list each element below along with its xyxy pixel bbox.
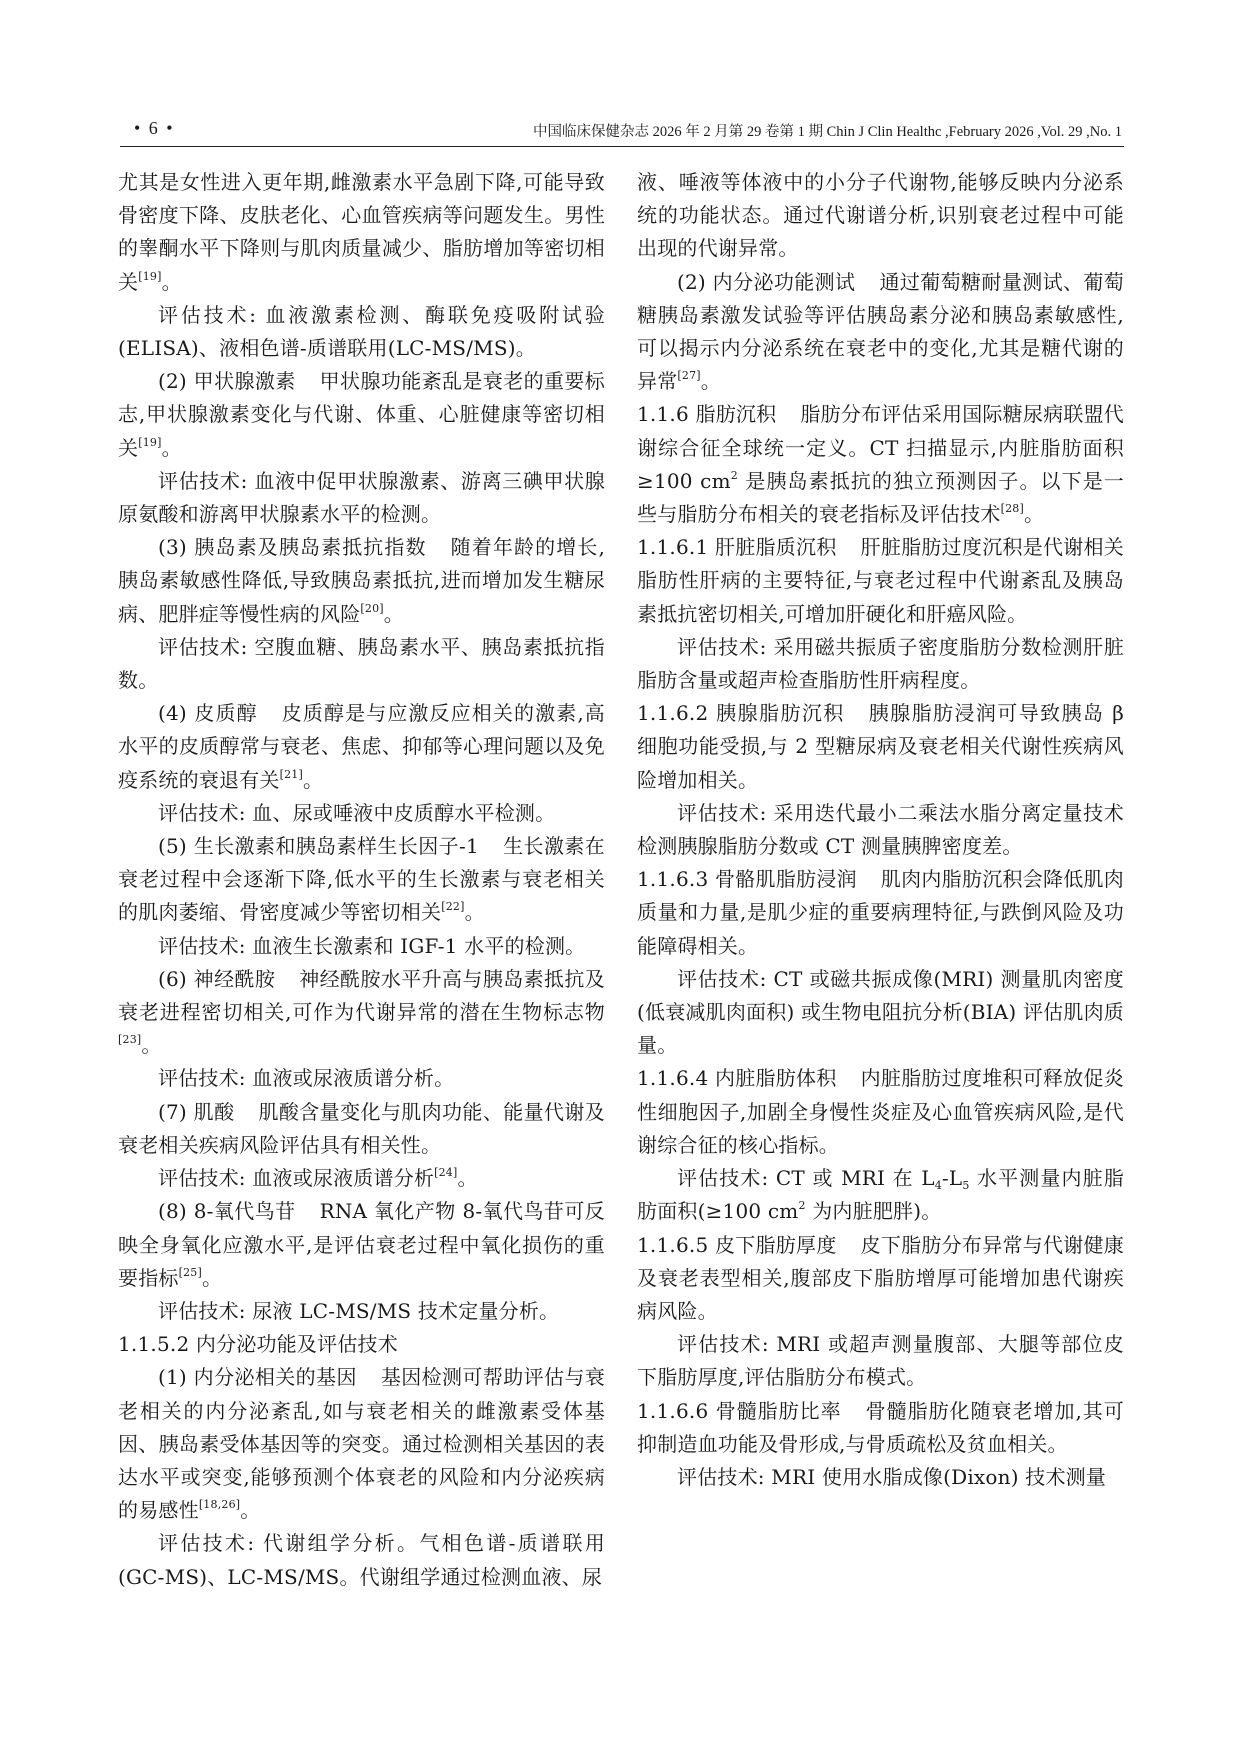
item-title: (5) 生长激素和胰岛素样生长因子-1	[158, 834, 479, 859]
item-title: (3) 胰岛素及胰岛素抵抗指数	[158, 535, 427, 560]
assessment-paragraph: 评估技术: 血液中促甲状腺激素、游离三碘甲状腺原氨酸和游离甲状腺素水平的检测。	[118, 468, 605, 527]
assessment-paragraph: 评估技术: 代谢组学分析。气相色谱-质谱联用(GC-MS)、LC-MS/MS。代谢组学通过检测血液、尿	[118, 1531, 605, 1589]
section-paragraph: 1.1.6.1 肝脏脂质沉积 肝脏脂肪过度沉积是代谢相关脂肪性肝病的主要特征,与衰老过程中代谢紊乱及胰岛素抵抗密切相关,可增加肝硬化和肝癌风险。	[637, 535, 1124, 626]
section-heading: 1.1.6.3 骨骼肌脂肪浸润	[637, 867, 857, 892]
paragraph: (6) 神经酰胺 神经酰胺水平升高与胰岛素抵抗及衰老进程密切相关,可作为代谢异常的潜在生物标志物[23]。	[118, 966, 605, 1058]
assessment-paragraph: 评估技术: 尿液 LC-MS/MS 技术定量分析。	[158, 1298, 560, 1323]
section-heading: 1.1.6.1 肝脏脂质沉积	[637, 535, 837, 560]
item-title: (4) 皮质醇	[158, 701, 258, 726]
item-title: (7) 肌酸	[158, 1099, 235, 1124]
paragraph: 液、唾液等体液中的小分子代谢物,能够反映内分泌系统的功能状态。通过代谢谱分析,识别衰老过程中可能出现的代谢异常。	[637, 170, 1124, 261]
section-heading: 1.1.6.4 内脏脂肪体积	[637, 1066, 837, 1091]
assessment-paragraph: 评估技术: MRI 使用水脂成像(Dixon) 技术测量	[677, 1464, 1107, 1489]
section-paragraph: 1.1.6 脂肪沉积 脂肪分布评估采用国际糖尿病联盟代谢综合征全球统一定义。CT 扫描显示,内脏脂肪面积 ≥100 $cm^2$ 是胰岛素抵抗的独立预测因子。以下是一些与脂肪分布相关的衰老指标及评估技术[28]。	[637, 402, 1125, 527]
paragraph: (2) 内分泌功能测试 通过葡萄糖耐量测试、葡萄糖胰岛素激发试验等评估胰岛素分泌和胰岛素敏感性,可以揭示内分泌系统在衰老中的变化,尤其是糖代谢的异常[27]。	[637, 269, 1124, 394]
assessment-paragraph: 评估技术: CT 或磁共振成像(MRI) 测量肌肉密度(低衰减肌肉面积) 或生物电阻抗分析(BIA) 评估肌肉质量。	[637, 966, 1124, 1058]
section-heading: 1.1.5.2 内分泌功能及评估技术	[118, 1332, 398, 1357]
assessment-paragraph: 评估技术: MRI 或超声测量腹部、大腿等部位皮下脂肪厚度,评估脂肪分布模式。	[637, 1332, 1124, 1390]
paragraph: (4) 皮质醇 皮质醇是与应激反应相关的激素,高水平的皮质醇常与衰老、焦虑、抑郁等心理问题以及免疫系统的衰退有关[21]。	[118, 701, 605, 792]
item-title: (6) 神经酰胺	[158, 966, 276, 991]
paragraph: (7) 肌酸 肌酸含量变化与肌肉功能、能量代谢及衰老相关疾病风险评估具有相关性。	[118, 1099, 606, 1157]
left-column	[118, 166, 605, 1594]
item-title: (2) 甲状腺激素	[158, 369, 296, 394]
item-title: (1) 内分泌相关的基因	[158, 1365, 357, 1390]
page-number: • 6 •	[134, 118, 175, 138]
section-paragraph: 1.1.6.5 皮下脂肪厚度 皮下脂肪分布异常与代谢健康及衰老表型相关,腹部皮下脂肪增厚可能增加患代谢疾病风险。	[637, 1232, 1124, 1323]
paragraph: 尤其是女性进入更年期,雌激素水平急剧下降,可能导致骨密度下降、皮肤老化、心血管疾病等问题发生。男性的睾酮水平下降则与肌肉质量减少、脂肪增加等密切相关[19]。	[118, 170, 605, 294]
journal-citation: 中国临床保健杂志 2026 年 2 月第 29 卷第 1 期 Chin J Clin Healthc ,February 2026 ,Vol. 29 ,No. 1	[533, 124, 1122, 140]
assessment-paragraph: 评估技术: 血液激素检测、酶联免疫吸附试验(ELISA)、液相色谱-质谱联用(LC-MS/MS)。	[118, 302, 605, 361]
section-paragraph: 1.1.6.3 骨骼肌脂肪浸润 肌肉内脂肪沉积会降低肌肉质量和力量,是肌少症的重要病理特征,与跌倒风险及功能障碍相关。	[637, 867, 1125, 958]
assessment-paragraph: 评估技术: CT 或 MRI 在 $L_4-L_5$ 水平测量内脏脂肪面积(≥100 $cm^2$ 为内脏肥胖)。	[637, 1166, 1124, 1224]
item-title: (8) 8-氧代鸟苷	[158, 1199, 296, 1224]
assessment-paragraph: 评估技术: 血液生长激素和 IGF-1 水平的检测。	[158, 933, 586, 958]
paragraph: (5) 生长激素和胰岛素样生长因子-1 生长激素在衰老过程中会逐渐下降,低水平的生长激素与衰老相关的肌肉萎缩、骨密度减少等密切相关[22]。	[118, 834, 605, 925]
section-paragraph: 1.1.6.4 内脏脂肪体积 内脏脂肪过度堆积可释放促炎性细胞因子,加剧全身慢性炎症及心血管疾病风险,是代谢综合征的核心指标。	[637, 1066, 1124, 1157]
item-title: (2) 内分泌功能测试	[677, 269, 856, 294]
section-paragraph: 1.1.6.6 骨髓脂肪比率 骨髓脂肪化随衰老增加,其可抑制造血功能及骨形成,与骨质疏松及贫血相关。	[637, 1398, 1124, 1456]
section-heading: 1.1.6.6 骨髓脂肪比率	[637, 1398, 842, 1423]
section-heading: 1.1.6.2 胰腺脂肪沉积	[637, 701, 845, 726]
paragraph: (8) 8-氧代鸟苷 RNA 氧化产物 8-氧代鸟苷可反映全身氧化应激水平,是评估衰老过程中氧化损伤的重要指标[25]。	[118, 1199, 605, 1290]
assessment-paragraph: 评估技术: 血液或尿液质谱分析[24]。	[158, 1166, 478, 1191]
paragraph: (2) 甲状腺激素 甲状腺功能紊乱是衰老的重要标志,甲状腺激素变化与代谢、体重、心脏健康等密切相关[19]。	[118, 369, 605, 460]
paragraph: (1) 内分泌相关的基因 基因检测可帮助评估与衰老相关的内分泌紊乱,如与衰老相关的雌激素受体基因、胰岛素受体基因等的突变。通过检测相关基因的表达水平或突变,能够预测个体衰老的风险和内分泌疾病的易感性[18,26]。	[118, 1365, 605, 1523]
section-heading: 1.1.6.5 皮下脂肪厚度	[637, 1232, 837, 1257]
running-header	[120, 118, 1124, 147]
assessment-paragraph: 评估技术: 空腹血糖、胰岛素水平、胰岛素抵抗指数。	[118, 634, 605, 693]
assessment-paragraph: 评估技术: 采用迭代最小二乘法水脂分离定量技术检测胰腺脂肪分数或 CT 测量胰脾密度差。	[637, 800, 1124, 859]
assessment-paragraph: 评估技术: 血、尿或唾液中皮质醇水平检测。	[158, 800, 556, 825]
right-column	[637, 166, 1124, 1494]
paragraph: (3) 胰岛素及胰岛素抵抗指数 随着年龄的增长,胰岛素敏感性降低,导致胰岛素抵抗,进而增加发生糖尿病、肥胖症等慢性病的风险[20]。	[118, 535, 606, 626]
assessment-paragraph: 评估技术: 血液或尿液质谱分析。	[158, 1066, 455, 1091]
section-paragraph: 1.1.6.2 胰腺脂肪沉积 胰腺脂肪浸润可导致胰岛 β 细胞功能受损,与 2 型糖尿病及衰老相关代谢性疾病风险增加相关。	[637, 701, 1124, 792]
section-heading: 1.1.6 脂肪沉积	[637, 402, 777, 427]
assessment-paragraph: 评估技术: 采用磁共振质子密度脂肪分数检测肝脏脂肪含量或超声检查脂肪性肝病程度。	[637, 634, 1124, 693]
